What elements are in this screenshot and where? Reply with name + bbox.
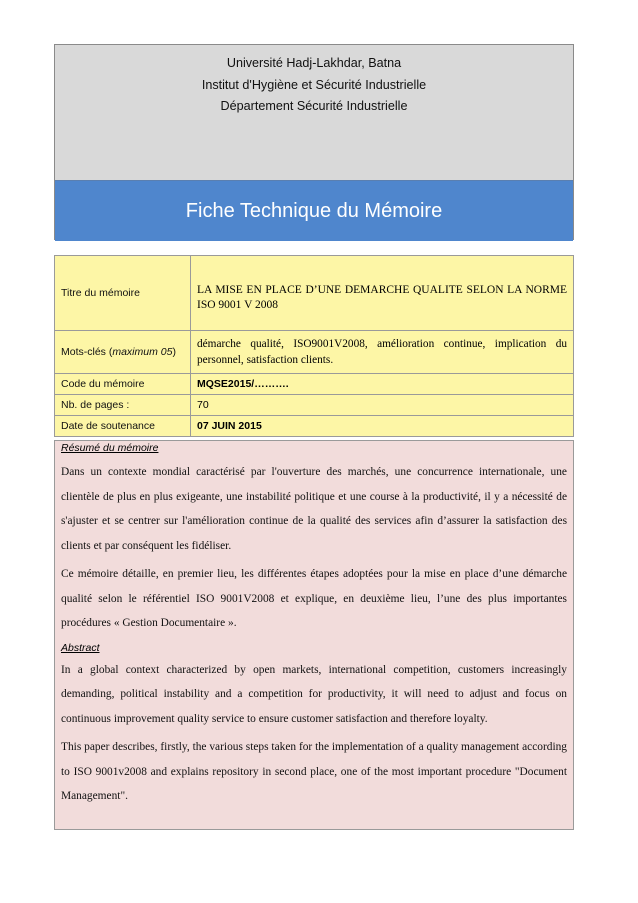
abstract-paragraph-2: This paper describes, firstly, the various steps taken for the implementation of a quality management according to ISO 9001v2008 and explains repository in second place, one of the most important procedure "Document Management". [61,741,567,802]
abstract-paragraph-1: In a global context characterized by open markets, international competition, customers increasingly demanding, political instability and a competition for productivity, it will need to adjust and focus on continuous improvement quality service to ensure customer satisfaction and therefore loyalty. [61,663,567,725]
abstract-heading: Abstract [61,641,100,654]
summary-box [54,440,574,830]
table-row-titre [55,256,574,331]
table-row-date [55,416,574,437]
table-row-mots-cles [55,331,574,374]
mots-cles-value: démarche qualité, ISO9001V2008, amélioration continue, implication du personnel, satisfaction clients. [197,338,567,366]
header-institution-lines [55,53,573,118]
pages-value: 70 [191,395,574,416]
titre-label: Titre du mémoire [55,256,191,331]
institute-name: Institut d'Hygiène et Sécurité Industrielle [201,77,427,92]
code-label: Code du mémoire [55,374,191,395]
pages-label: Nb. de pages : [55,395,191,416]
resume-paragraph-1: Dans un contexte mondial caractérisé par l'ouverture des marchés, une concurrence internationale, une clientèle de plus en plus exigeante, une instabilité politique et une course à la productivité, il y a nécessité de s'ajuster et se centrer sur l'amélioration continue de la qualité des services afin d’assurer la satisfaction des clients et par conséquent les fidéliser. [61,466,567,552]
header-box [54,44,574,240]
document-title: Fiche Technique du Mémoire [185,199,443,222]
info-table [54,255,574,437]
university-name: Université Hadj-Lakhdar, Batna [226,56,402,70]
table-row-pages [55,395,574,416]
date-label: Date de soutenance [55,416,191,437]
code-value: MQSE2015/………. [191,374,574,395]
table-row-code [55,374,574,395]
resume-paragraph-2: Ce mémoire détaille, en premier lieu, les différentes étapes adoptées pour la mise en place d’une démarche qualité selon le référentiel ISO 9001V2008 et explique, en deuxième lieu, l’une des plus importantes procédures « Gestion Documentaire ». [61,568,567,629]
mots-cles-label: Mots-clés (maximum 05) [55,331,191,374]
resume-heading: Résumé du mémoire [61,442,159,454]
document-title-band [55,180,573,241]
date-value: 07 JUIN 2015 [191,416,574,437]
titre-value: LA MISE EN PLACE D’UNE DEMARCHE QUALITE SELON LA NORME ISO 9001 V 2008 [197,284,567,311]
department-name: Département Sécurité Industrielle [220,99,408,113]
